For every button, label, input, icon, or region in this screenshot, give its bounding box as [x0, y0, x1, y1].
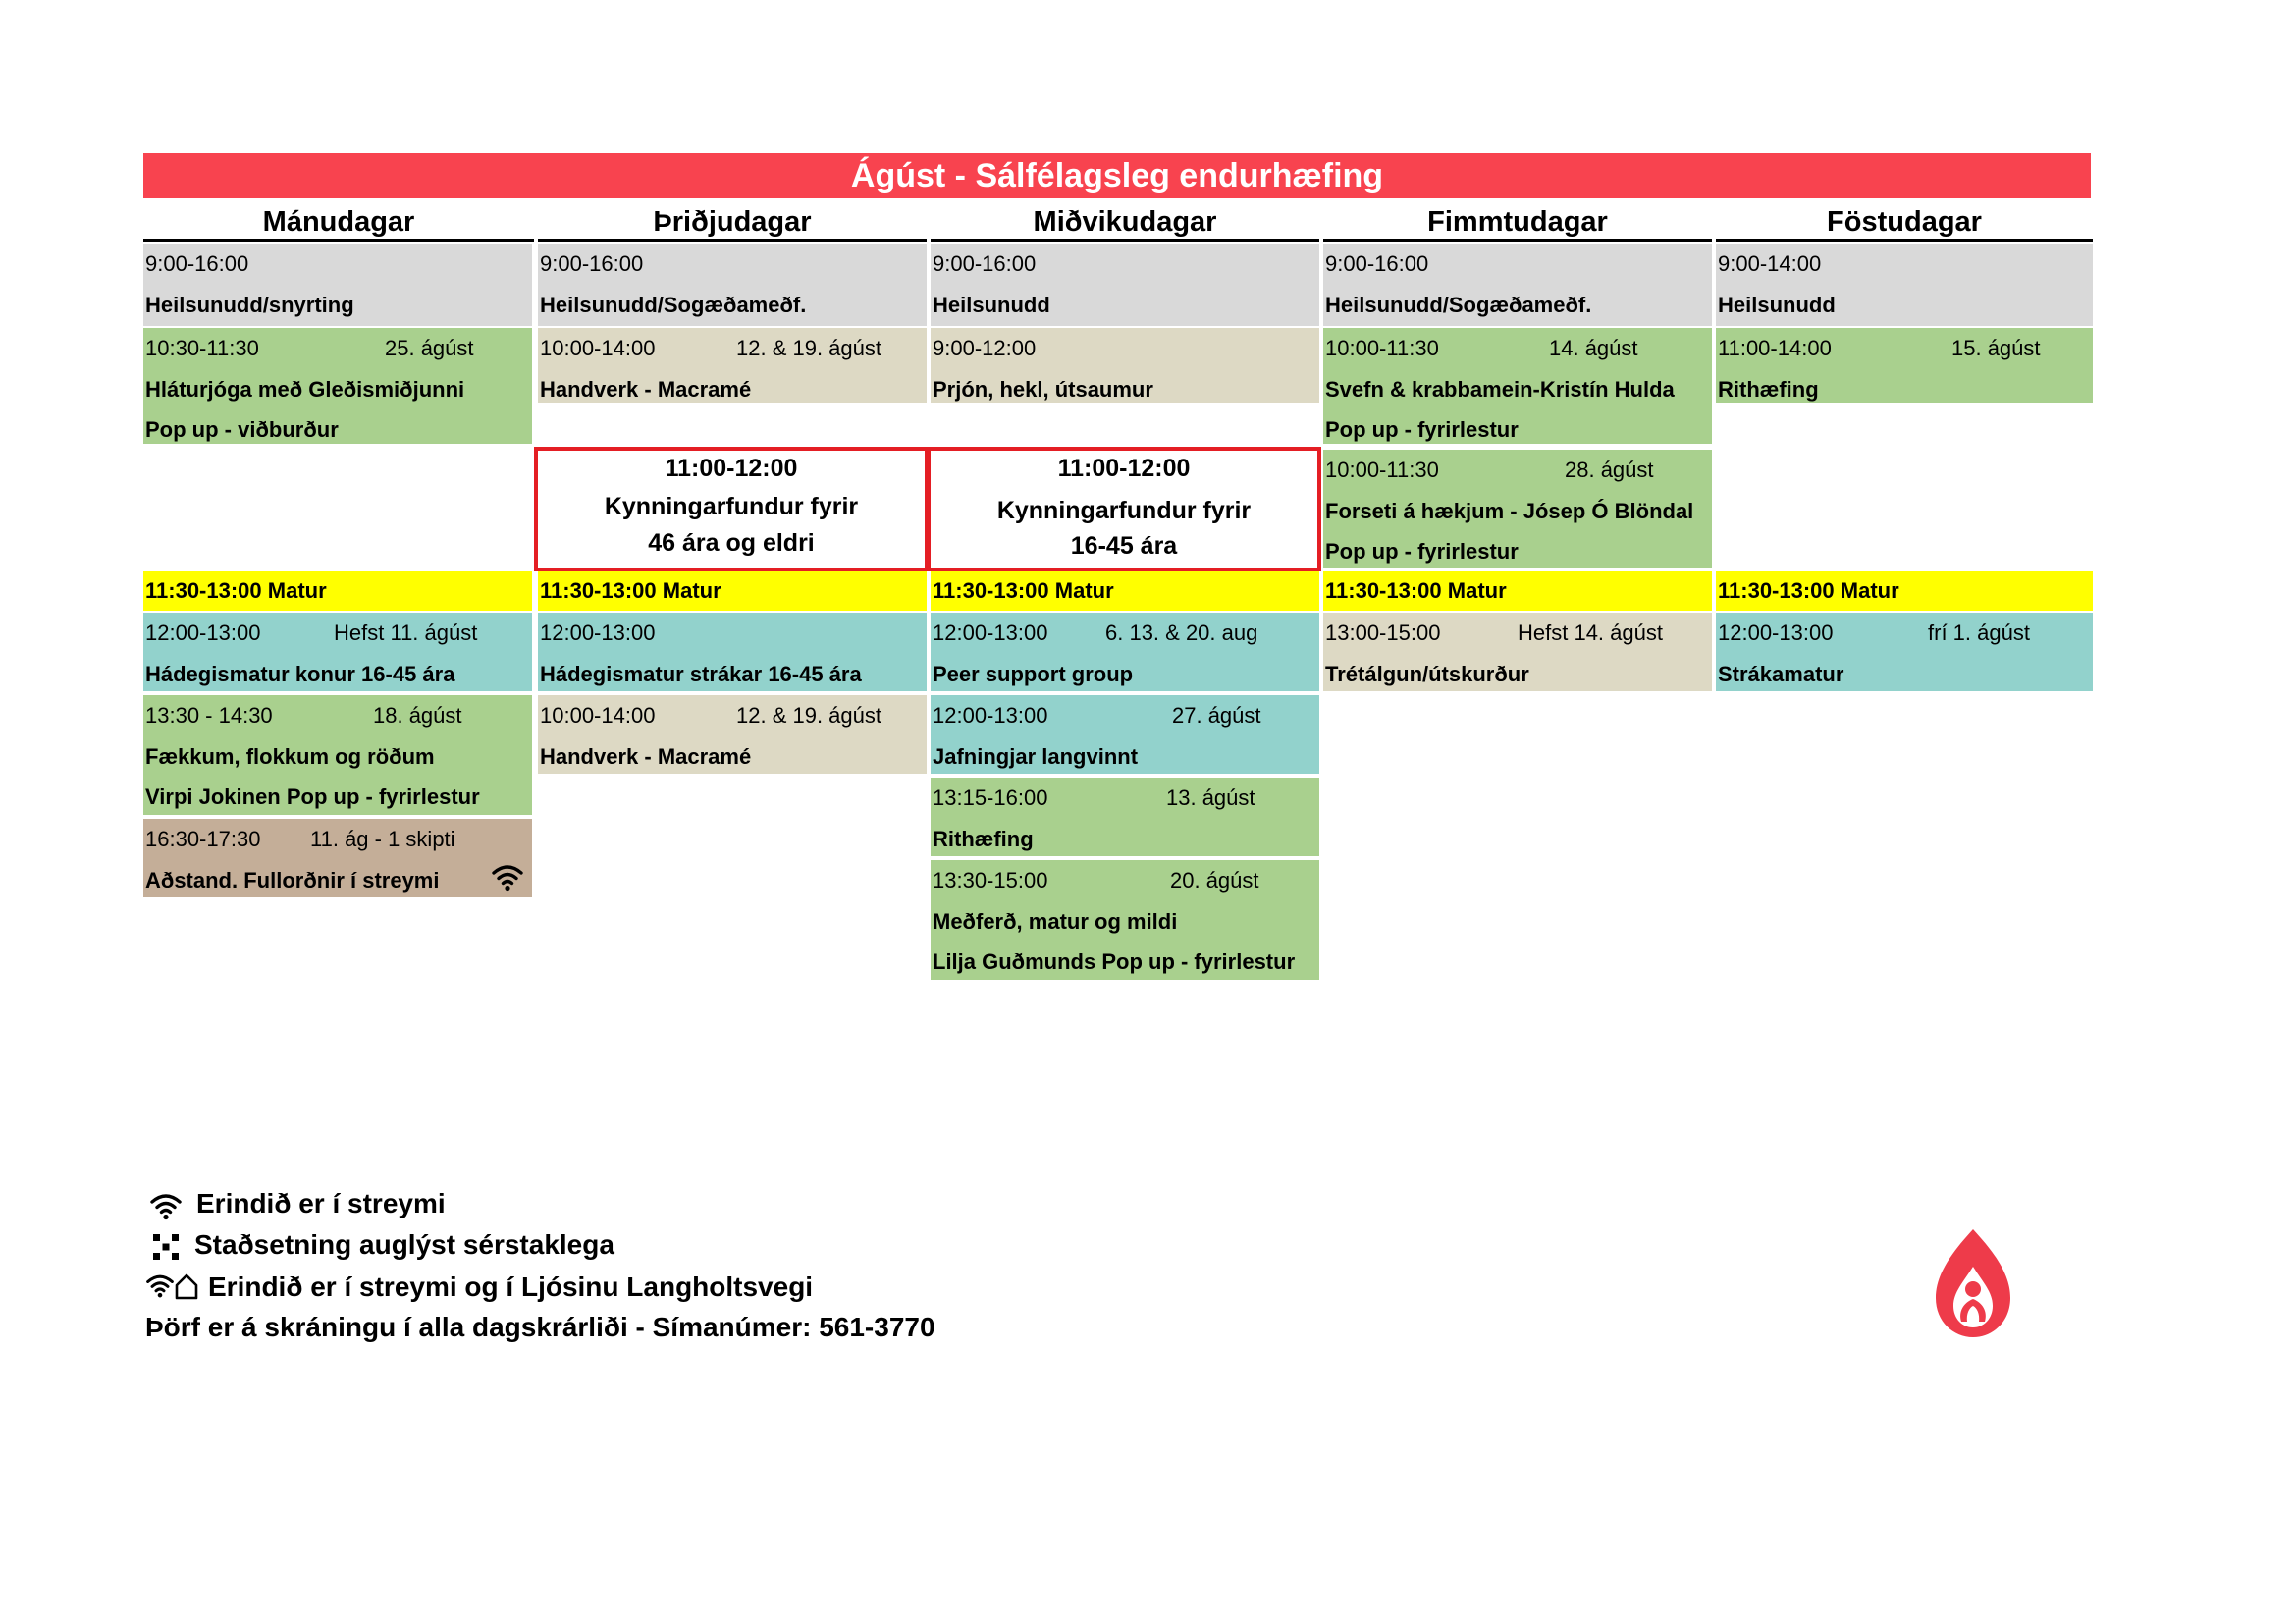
event-name: Heilsunudd/Sogæðameðf. — [540, 292, 807, 317]
monday-declutter-lecture-cell — [143, 695, 532, 815]
event-name: Heilsunudd/snyrting — [145, 292, 354, 317]
wednesday-writing-cell — [931, 778, 1319, 856]
event-time: 13:30-15:00 — [933, 868, 1048, 893]
event-name: Heilsunudd/Sogæðameðf. — [1325, 292, 1592, 317]
event-name: Meðferð, matur og mildi — [933, 908, 1178, 934]
event-time: 13:15-16:00 — [933, 785, 1048, 810]
event-time: 10:00-11:30 — [1325, 336, 1439, 360]
event-name: Jafningjar langvinnt — [933, 743, 1139, 769]
page-title: Ágúst - Sálfélagsleg endurhæfing — [143, 153, 2091, 198]
wifi-icon — [145, 1271, 175, 1300]
event-time: 9:00-16:00 — [540, 251, 644, 276]
event-name: Forseti á hækjum - Jósep Ó Blöndal — [1325, 498, 1694, 523]
event-time: 10:00-14:00 — [540, 703, 656, 728]
event-time: 12:00-13:00 — [1718, 621, 1834, 645]
legend-stream-and-onsite — [145, 1271, 813, 1307]
day-header-tuesday: Þriðjudagar — [538, 200, 927, 242]
event-name: Aðstand. Fullorðnir í streymi — [145, 867, 440, 893]
tuesday-massage-cell — [538, 244, 927, 326]
event-name: Kynningarfundur fyrir — [996, 497, 1252, 524]
event-time: 9:00-14:00 — [1718, 251, 1822, 276]
event-name: Strákamatur — [1718, 661, 1844, 686]
event-type: Virpi Jokinen Pop up - fyrirlestur — [145, 785, 480, 810]
event-date: 14. ágúst — [1549, 336, 1638, 360]
event-name: Peer support group — [933, 661, 1134, 686]
monday-lunch: 11:30-13:00 Matur — [143, 571, 532, 611]
legend-registration-note: Þörf er á skráningu í alla dagskrárliði - Símanúmer: 561-3770 — [145, 1312, 935, 1342]
event-date: 6. 13. & 20. aug — [1105, 621, 1258, 645]
wifi-icon — [149, 1189, 183, 1222]
thursday-sleep-lecture-cell — [1323, 328, 1712, 444]
friday-lunch: 11:30-13:00 Matur — [1716, 571, 2093, 611]
tuesday-boys-lunch-cell — [538, 613, 927, 691]
event-time: 9:00-16:00 — [145, 251, 249, 276]
event-date: 25. ágúst — [385, 336, 474, 360]
event-time: 10:00-14:00 — [540, 336, 656, 360]
legend-location — [145, 1229, 614, 1262]
event-audience: 16-45 ára — [1070, 532, 1178, 560]
day-header-monday: Mánudagar — [143, 200, 534, 242]
day-header-thursday: Fimmtudagar — [1323, 200, 1712, 242]
event-date: Hefst 11. ágúst — [334, 621, 478, 645]
event-time: 12:00-13:00 — [540, 621, 656, 645]
monday-relatives-stream-cell — [143, 819, 532, 897]
thursday-lunch: 11:30-13:00 Matur — [1323, 571, 1712, 611]
wednesday-peers-chronic-cell — [931, 695, 1319, 774]
day-header-wednesday: Miðvikudagar — [931, 200, 1319, 242]
wednesday-lunch: 11:30-13:00 Matur — [931, 571, 1319, 611]
event-name: Rithæfing — [1718, 376, 1819, 402]
flame-logo-icon — [1924, 1227, 2022, 1341]
event-time: 12:00-13:00 — [933, 621, 1048, 645]
event-name: Fækkum, flokkum og röðum — [145, 743, 435, 769]
event-time: 13:00-15:00 — [1325, 621, 1441, 645]
tuesday-lunch: 11:30-13:00 Matur — [538, 571, 927, 611]
event-date: 15. ágúst — [1951, 336, 2041, 360]
thursday-woodcarving-cell — [1323, 613, 1712, 691]
legend-stream — [145, 1188, 446, 1222]
day-header-friday: Föstudagar — [1716, 200, 2093, 242]
event-time: 11:00-14:00 — [1718, 336, 1832, 360]
tuesday-macrame-cell — [538, 328, 927, 403]
monday-women-lunch-cell — [143, 613, 532, 691]
event-name: Svefn & krabbamein-Kristín Hulda — [1325, 376, 1675, 402]
event-time: 13:30 - 14:30 — [145, 703, 273, 728]
event-date: 28. ágúst — [1565, 458, 1654, 482]
friday-massage-cell — [1716, 244, 2093, 326]
event-audience: 46 ára og eldri — [648, 529, 815, 557]
event-time: 10:30-11:30 — [145, 336, 259, 360]
event-date: Hefst 14. ágúst — [1518, 621, 1663, 645]
event-time: 9:00-12:00 — [933, 336, 1037, 360]
event-type: Pop up - fyrirlestur — [1325, 417, 1519, 443]
event-date: 12. & 19. ágúst — [736, 336, 881, 360]
legend-stream-label: Erindið er í streymi — [196, 1188, 446, 1218]
event-time: 11:00-12:00 — [665, 455, 798, 482]
friday-writing-cell — [1716, 328, 2093, 403]
event-time: 9:00-16:00 — [1325, 251, 1429, 276]
thursday-crutches-lecture-cell — [1323, 450, 1712, 568]
event-date: 18. ágúst — [373, 703, 462, 728]
event-name: Rithæfing — [933, 826, 1034, 851]
event-date: 13. ágúst — [1166, 785, 1255, 810]
event-time: 9:00-16:00 — [933, 251, 1037, 276]
wednesday-intro-meeting-box — [927, 447, 1321, 571]
event-date: frí 1. ágúst — [1928, 621, 2030, 645]
wednesday-knitting-cell — [931, 328, 1319, 403]
home-icon — [175, 1272, 198, 1300]
event-name: Hádegismatur strákar 16-45 ára — [540, 661, 862, 686]
event-type: Pop up - viðburður — [145, 417, 339, 443]
location-marker-icon — [151, 1232, 181, 1262]
wifi-icon — [491, 860, 524, 893]
wednesday-massage-cell — [931, 244, 1319, 326]
wednesday-peer-support-cell — [931, 613, 1319, 691]
event-date: 12. & 19. ágúst — [736, 703, 881, 728]
event-name: Hádegismatur konur 16-45 ára — [145, 661, 455, 686]
tuesday-macrame-cell-2 — [538, 695, 927, 774]
wednesday-treatment-food-cell — [931, 860, 1319, 980]
monday-massage-cell — [143, 244, 532, 326]
thursday-massage-cell — [1323, 244, 1712, 326]
event-name: Hláturjóga með Gleðismiðjunni — [145, 376, 465, 402]
event-time: 12:00-13:00 — [145, 621, 261, 645]
legend-location-label: Staðsetning auglýst sérstaklega — [194, 1229, 614, 1260]
friday-boys-meal-cell — [1716, 613, 2093, 691]
monday-laughter-yoga-cell — [143, 328, 532, 444]
event-type: Pop up - fyrirlestur — [1325, 539, 1519, 565]
event-name: Handverk - Macramé — [540, 743, 752, 769]
event-date: 27. ágúst — [1172, 703, 1261, 728]
event-time: 10:00-11:30 — [1325, 458, 1439, 482]
event-name: Heilsunudd — [933, 292, 1050, 317]
event-time: 16:30-17:30 — [145, 827, 261, 851]
event-name: Prjón, hekl, útsaumur — [933, 376, 1153, 402]
event-type: Lilja Guðmunds Pop up - fyrirlestur — [933, 949, 1296, 975]
event-name: Kynningarfundur fyrir — [604, 493, 859, 520]
event-date: 20. ágúst — [1170, 868, 1259, 893]
legend-both-label: Erindið er í streymi og í Ljósinu Langholtsvegi — [208, 1271, 814, 1302]
event-time: 11:00-12:00 — [1057, 455, 1191, 482]
event-name: Heilsunudd — [1718, 292, 1836, 317]
tuesday-intro-meeting-box — [534, 447, 929, 571]
event-name: Handverk - Macramé — [540, 376, 752, 402]
event-name: Trétálgun/útskurður — [1325, 661, 1529, 686]
event-date: 11. ág - 1 skipti — [310, 827, 455, 851]
event-time: 12:00-13:00 — [933, 703, 1048, 728]
